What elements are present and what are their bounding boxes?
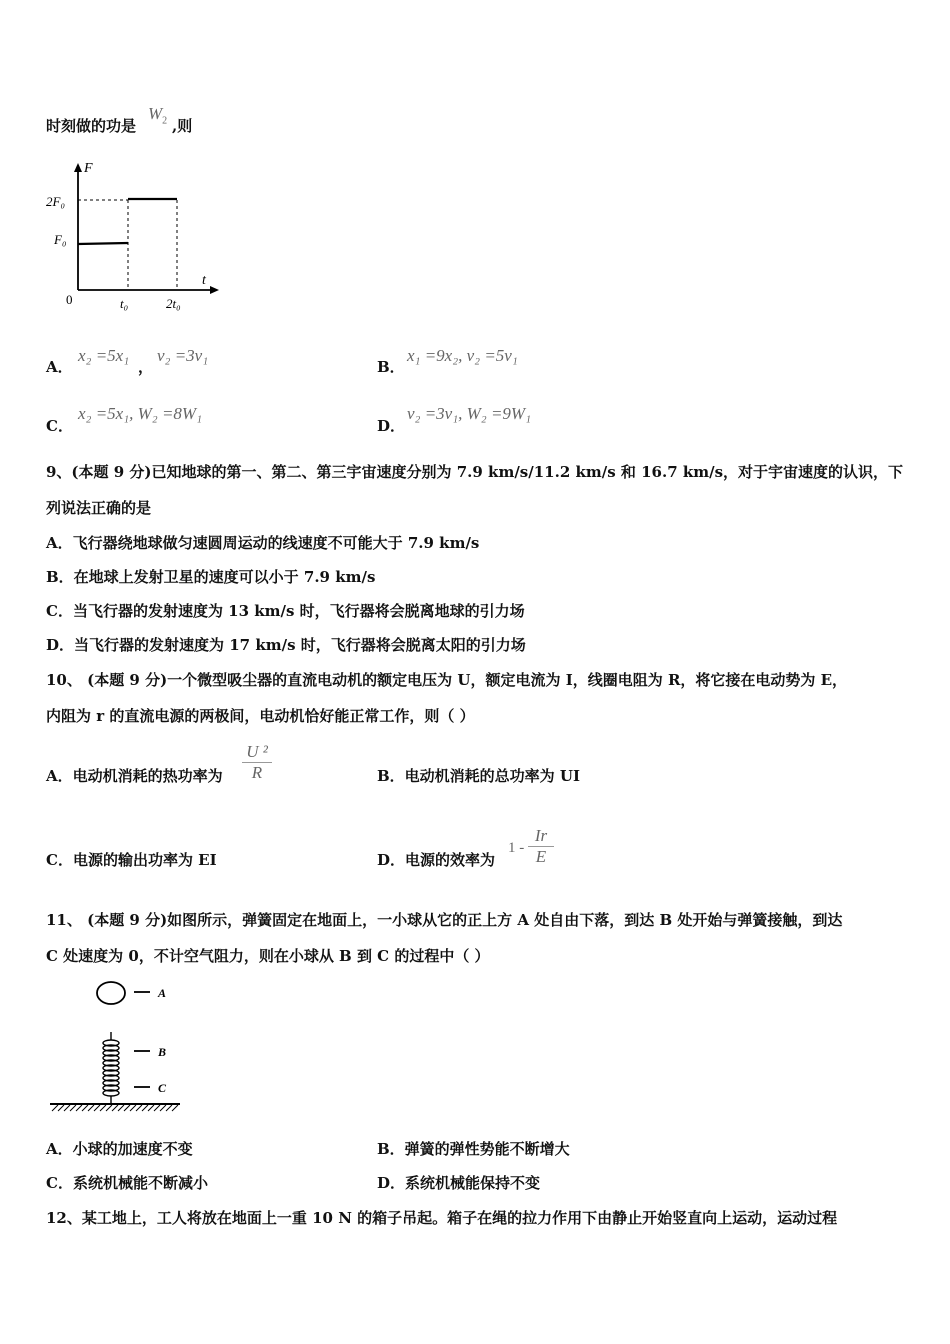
q10-option-d: D．电源的效率为 [377,851,496,869]
q9-stem-line2: 列说法正确的是 [46,499,152,517]
q9-option-d: D．当飞行器的发射速度为 17 km/s 时，飞行器将会脱离太阳的引力场 [46,636,526,654]
q11-option-b: B．弹簧的弹性势能不断增大 [377,1140,570,1158]
q8-option-a-expr1: x₂ =5x₁ [78,346,130,365]
q11-option-d: D．系统机械能保持不变 [377,1174,541,1192]
force-segment-1 [78,243,128,244]
force-time-graph [44,158,224,313]
label-b: B [158,1045,167,1059]
y-axis-label: F [84,161,93,176]
q8-option-a-expr2: v₂ =3v₁ [157,346,209,365]
intro-w2: $W_2$ [148,104,168,127]
q10-option-a-fraction: U ² R [242,742,272,783]
q10-option-d-prefix: 1 - [508,840,525,856]
origin-label: 0 [66,292,73,307]
spring [103,1032,119,1104]
q10-stem-line2: 内阻为 r 的直流电源的两极间，电动机恰好能正常工作，则（ ） [46,707,475,725]
q8-option-d-label: D． [377,417,406,435]
q11-option-c: C．系统机械能不断减小 [46,1174,208,1192]
q9-option-b: B．在地球上发射卫星的速度可以小于 7.9 km/s [46,568,376,586]
q11-stem-line2: C 处速度为 0，不计空气阻力，则在小球从 B 到 C 的过程中（ ） [46,947,490,965]
q10-stem-line1: 10、 (本题 9 分)一个微型吸尘器的直流电动机的额定电压为 U，额定电流为 I，线圈电阻为 R，将它接在电动势为 E， [46,671,848,689]
label-a: A [158,986,167,1000]
intro-tail: ,则 [172,117,193,135]
label-c: C [158,1081,167,1095]
x-axis-label: t [202,273,206,288]
q10-option-c: C．电源的输出功率为 EI [46,851,217,869]
q11-stem-line1: 11、 (本题 9 分)如图所示，弹簧固定在地面上，一小球从它的正上方 A 处自由下落，到达 B 处开始与弹簧接触，到达 [46,911,843,929]
q9-stem-line1: 9、(本题 9 分)已知地球的第一、第二、第三宇宙速度分别为 7.9 km/s/11.2 km/s 和 16.7 km/s，对于宇宙速度的认识，下 [46,463,904,481]
q10-option-a: A．电动机消耗的热功率为 [46,767,223,785]
intro-text: 时刻做的功是 [46,117,137,135]
x-tick-t0: t₀ [120,296,129,311]
q12-stem-line1: 12、某工地上，工人将放在地面上一重 10 N 的箱子吊起。箱子在绳的拉力作用下由静止开始竖直向上运动，运动过程 [46,1209,838,1227]
ball [97,982,125,1004]
q8-option-b-label: B． [377,358,405,376]
q8-option-b-expr: x₁ =9x₂, v₂ =5v₁ [407,346,518,365]
q8-option-a-sep: ， [138,358,154,376]
q9-option-c: C．当飞行器的发射速度为 13 km/s 时，飞行器将会脱离地球的引力场 [46,602,525,620]
y-tick-2f0: 2F₀ [46,194,65,209]
q8-option-d-expr: v₂ =3v₁, W₂ =9W₁ [407,404,531,423]
q8-option-a-label: A． [46,358,73,376]
q8-option-c-label: C． [46,417,73,435]
q10-option-d-fraction: Ir E [528,826,554,867]
q9-option-a: A．飞行器绕地球做匀速圆周运动的线速度不可能大于 7.9 km/s [46,534,480,552]
x-arrow [210,286,219,294]
x-tick-2t0: 2t₀ [166,296,181,311]
q10-option-b: B．电动机消耗的总功率为 UI [377,767,580,785]
spring-ball-diagram [46,980,186,1115]
y-tick-f0: F₀ [54,232,67,247]
q11-option-a: A．小球的加速度不变 [46,1140,193,1158]
q8-option-c-expr: x₂ =5x₁, W₂ =8W₁ [78,404,202,423]
y-arrow [74,163,82,172]
